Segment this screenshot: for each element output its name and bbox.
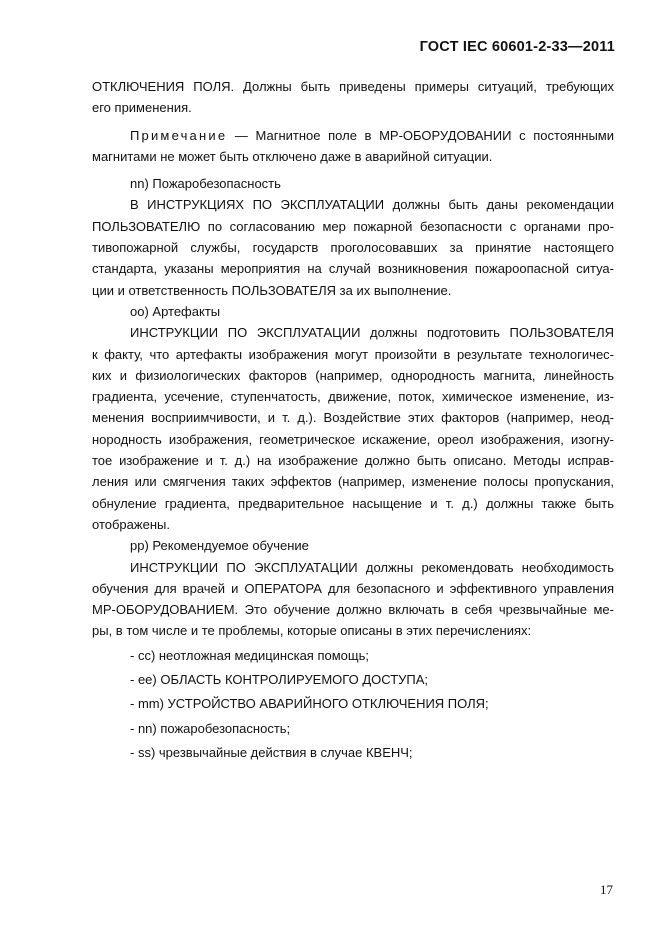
text-line (92, 125, 614, 146)
text-line: обнуление градиента, предварительное насыщение и т. д.) должны также быть (92, 495, 614, 511)
text-line: ИНСТРУКЦИИ ПО ЭКСПЛУАТАЦИИ должны рекомендовать необходимость (130, 559, 614, 575)
list-item: - cc) неотложная медицинская помощь; (130, 647, 369, 663)
text-line: к факту, что артефакты изображения могут произойти в результате технологичес- (92, 346, 614, 362)
text-line: менения восприимчивости, и т. д.). Воздействие этих факторов (например, неод- (92, 410, 614, 426)
paragraph-oo (92, 322, 614, 535)
text-line: ПОЛЬЗОВАТЕЛЮ по согласованию мер пожарной безопасности с органами про- (92, 218, 614, 234)
text-line: ких и физиологических факторов (например, однородность магнита, линейность (92, 367, 614, 383)
text-line: ОТКЛЮЧЕНИЯ ПОЛЯ. Должны быть приведены примеры ситуаций, требующих (92, 79, 614, 94)
list-item: - ee) ОБЛАСТЬ КОНТРОЛИРУЕМОГО ДОСТУПА; (130, 672, 429, 688)
text-line: тивопожарной службы, государств проголосовавших за принятие настоящего (92, 240, 614, 256)
text-line: обучения для врачей и ОПЕРАТОРА для безопасного и эффективного управления (92, 580, 614, 596)
heading-oo: oo) Артефакты (130, 303, 221, 319)
paragraph-nn (92, 194, 614, 300)
text-line: отображены. (92, 516, 170, 532)
list-item: - ss) чрезвычайные действия в случае КВЕНЧ; (130, 744, 413, 760)
text-line: его применения. (92, 100, 192, 116)
text-line: В ИНСТРУКЦИЯХ ПО ЭКСПЛУАТАЦИИ должны быть даны рекомендации (130, 197, 614, 213)
text-line: МР-ОБОРУДОВАНИЕМ. Это обучение должно включать в себя чрезвычайные ме- (92, 602, 614, 618)
text-line: ры, в том числе и те проблемы, которые описаны в этих перечислениях: (92, 623, 532, 639)
note-text: — Магнитное поле в МР-ОБОРУДОВАНИИ с постоянными (227, 127, 614, 143)
note (92, 125, 614, 168)
heading-nn: nn) Пожаробезопасность (130, 176, 281, 192)
text-line: тое изображение и т. д.) на изображение должно быть описано. Методы исправ- (92, 453, 614, 469)
note-label: Примечание (130, 127, 228, 143)
list-item: - nn) пожаробезопасность; (130, 720, 291, 736)
text-line: магнитами не может быть отключено даже в аварийной ситуации. (92, 148, 493, 164)
paragraph-pp (92, 557, 614, 642)
text-line: ции и ответственность ПОЛЬЗОВАТЕЛЯ за их выполнение. (92, 282, 452, 298)
list-item: - mm) УСТРОЙСТВО АВАРИЙНОГО ОТКЛЮЧЕНИЯ ПОЛЯ; (130, 696, 489, 712)
text-line: ления или смягчения таких эффектов (например, изменение полосы пропускания, (92, 474, 614, 490)
heading-pp: pp) Рекомендуемое обучение (130, 538, 309, 554)
text-line: стандарта, указаны мероприятия на случай возникновения пожароопасной ситуа- (92, 261, 614, 277)
document-header: ГОСТ IEC 60601-2-33—2011 (419, 39, 615, 55)
page-body (92, 76, 614, 763)
paragraph-continuation (92, 76, 614, 119)
text-line: градиента, усечение, ступенчатость, движение, поток, химическое изменение, из- (92, 389, 614, 405)
page-number: 17 (600, 882, 613, 897)
text-line: нородность изображения, геометрическое искажение, ореол изображения, изогну- (92, 431, 614, 447)
text-line: ИНСТРУКЦИИ ПО ЭКСПЛУАТАЦИИ должны подготовить ПОЛЬЗОВАТЕЛЯ (130, 325, 614, 341)
